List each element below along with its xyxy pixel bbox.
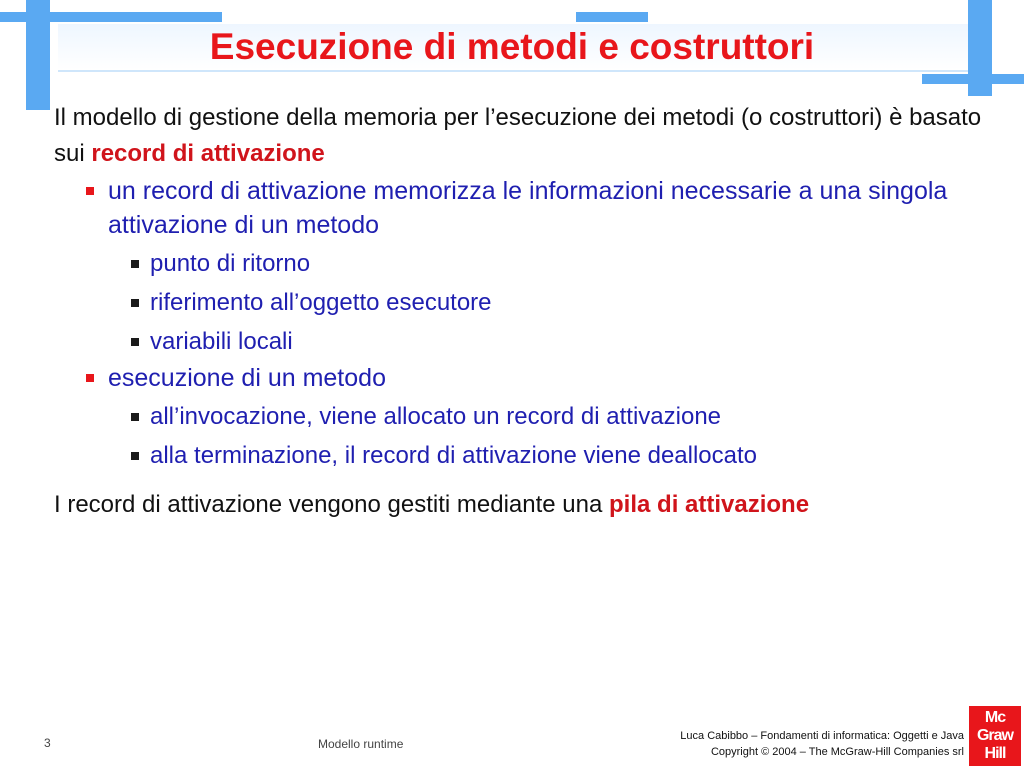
credit-line-2: Copyright © 2004 – The McGraw-Hill Companies srl (710, 746, 964, 758)
intro-highlight: record di attivazione (91, 140, 325, 167)
square-bullet-icon (86, 374, 94, 382)
slide-title: Esecuzione di metodi e costruttori (209, 26, 815, 67)
bullet-2-text: esecuzione di un metodo (108, 364, 386, 392)
title-band-underline (58, 70, 968, 72)
sub-bullet-text: riferimento all’oggetto esecutore (150, 289, 492, 316)
decor-bar-right-horizontal (922, 74, 1024, 84)
sub-bullet-text: punto di ritorno (150, 250, 311, 277)
closing-highlight: pila di attivazione (609, 491, 810, 518)
square-bullet-icon (131, 338, 139, 346)
square-bullet-icon (86, 187, 94, 195)
closing-paragraph (54, 487, 984, 523)
bullet-1-text: un record di attivazione memorizza le informazioni necessarie a una singola attivazione di un metodo (108, 177, 948, 239)
decor-bar-top-right (576, 12, 648, 22)
footer-credits (680, 728, 964, 760)
square-bullet-icon (131, 299, 139, 307)
square-bullet-icon (131, 260, 139, 268)
bullet-2 (108, 361, 978, 395)
slide-content (54, 100, 984, 523)
spacer (54, 473, 984, 487)
sub-bullet-2-2 (150, 438, 984, 473)
square-bullet-icon (131, 413, 139, 421)
logo-line: Mc (984, 709, 1006, 726)
sub-bullet-1-1 (150, 246, 984, 281)
bullet-1 (108, 174, 978, 242)
intro-text: Il modello di gestione della memoria per l’esecuzione dei metodi (o costruttori) è basato sui (54, 104, 982, 167)
page-number: 3 (44, 736, 51, 750)
sub-bullet-text: variabili locali (150, 328, 293, 355)
square-bullet-icon (131, 452, 139, 460)
sub-bullet-2-1 (150, 399, 984, 434)
sub-bullet-text: alla terminazione, il record di attivazione viene deallocato (150, 442, 758, 469)
intro-paragraph (54, 100, 984, 172)
sub-bullet-text: all’invocazione, viene allocato un record di attivazione (150, 403, 722, 430)
sub-bullet-1-2 (150, 285, 984, 320)
logo-line: Graw (976, 727, 1013, 744)
credit-line-1: Luca Cabibbo – Fondamenti di informatica: Oggetti e Java (680, 730, 964, 742)
logo-line: Hill (984, 745, 1006, 762)
footer-section: Modello runtime (318, 737, 404, 751)
decor-bar-top-left (0, 12, 222, 22)
sub-bullet-1-3 (150, 324, 984, 359)
mcgraw-hill-logo (969, 706, 1021, 766)
closing-text: I record di attivazione vengono gestiti mediante una (54, 491, 610, 518)
